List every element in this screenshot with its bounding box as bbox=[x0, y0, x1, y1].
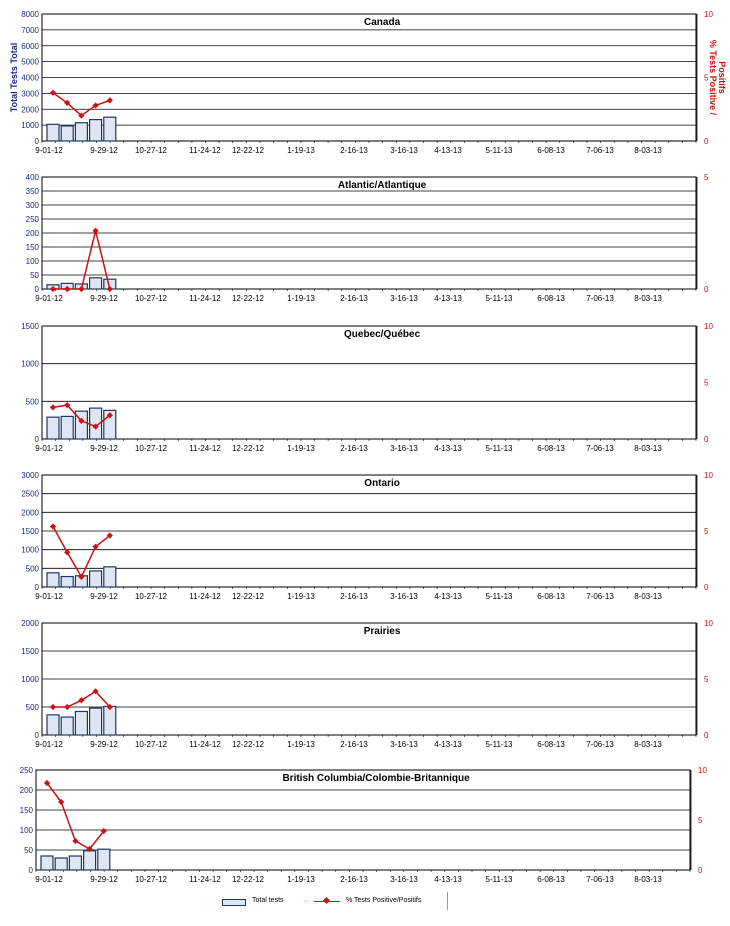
y-tick-label: 1500 bbox=[21, 527, 39, 536]
x-tick-label: 12-22-12 bbox=[231, 146, 265, 155]
x-tick-label: 6-08-13 bbox=[537, 740, 565, 749]
x-tick-label: 1-19-13 bbox=[287, 875, 315, 884]
y-tick-label: 100 bbox=[25, 257, 39, 266]
bar-total-tests bbox=[90, 571, 102, 587]
x-tick-label: 9-29-12 bbox=[90, 146, 118, 155]
x-tick-label: 1-19-13 bbox=[287, 592, 315, 601]
x-tick-label: 5-11-13 bbox=[485, 294, 513, 303]
x-tick-label: 2-16-13 bbox=[340, 592, 368, 601]
y2-tick-label: 5 bbox=[704, 527, 709, 536]
x-tick-label: 12-22-12 bbox=[231, 592, 265, 601]
y-tick-label: 350 bbox=[25, 187, 39, 196]
x-tick-label: 10-27-12 bbox=[134, 592, 168, 601]
x-tick-label: 7-06-13 bbox=[586, 875, 614, 884]
x-tick-label: 12-22-12 bbox=[231, 294, 265, 303]
y2-tick-label: 0 bbox=[704, 285, 709, 294]
x-tick-label: 11-24-12 bbox=[189, 444, 221, 453]
bar-total-tests bbox=[90, 120, 102, 141]
y-tick-label: 4000 bbox=[21, 73, 39, 83]
bar-total-tests bbox=[61, 577, 73, 587]
y-tick-label: 200 bbox=[25, 229, 39, 238]
x-tick-label: 2-16-13 bbox=[340, 875, 368, 884]
bar-total-tests bbox=[90, 708, 102, 735]
y-tick-label: 3000 bbox=[21, 89, 39, 99]
chart-title: Atlantic/Atlantique bbox=[337, 180, 427, 191]
x-tick-label: 9-01-12 bbox=[35, 294, 63, 303]
legend-bar-swatch bbox=[222, 899, 246, 906]
x-tick-label: 2-16-13 bbox=[340, 444, 368, 453]
x-tick-label: 3-16-13 bbox=[390, 146, 418, 155]
y-tick-label: 500 bbox=[25, 564, 39, 574]
plot-area bbox=[42, 326, 696, 439]
x-tick-label: 3-16-13 bbox=[390, 444, 418, 453]
x-tick-label: 11-24-12 bbox=[189, 875, 221, 884]
bar-total-tests bbox=[69, 856, 81, 870]
x-tick-label: 7-06-13 bbox=[586, 146, 614, 155]
bar-total-tests bbox=[104, 706, 116, 735]
x-tick-label: 9-01-12 bbox=[35, 146, 63, 155]
x-tick-label: 7-06-13 bbox=[586, 444, 614, 453]
x-tick-label: 10-27-12 bbox=[134, 740, 168, 749]
x-tick-label: 1-19-13 bbox=[287, 740, 315, 749]
legend-bar-label: Total tests bbox=[252, 897, 284, 904]
y-tick-label: 2000 bbox=[21, 105, 39, 115]
bar-total-tests bbox=[75, 123, 87, 141]
bar-total-tests bbox=[61, 717, 73, 735]
chart-title: Ontario bbox=[364, 478, 400, 489]
x-tick-label: 4-13-13 bbox=[434, 740, 462, 749]
y-tick-label: 1000 bbox=[21, 545, 39, 555]
bar-total-tests bbox=[55, 858, 67, 870]
y2-tick-label: 5 bbox=[704, 73, 709, 83]
x-tick-label: 2-16-13 bbox=[340, 146, 368, 155]
y-tick-label: 1000 bbox=[21, 675, 39, 684]
legend-separator bbox=[447, 892, 448, 910]
x-tick-label: 10-27-12 bbox=[134, 294, 168, 303]
x-tick-label: 8-03-13 bbox=[634, 592, 662, 601]
bar-total-tests bbox=[61, 126, 73, 141]
y2-tick-label: 0 bbox=[704, 435, 709, 444]
x-tick-label: 2-16-13 bbox=[340, 294, 368, 303]
x-tick-label: 6-08-13 bbox=[537, 294, 565, 303]
x-tick-label: 6-08-13 bbox=[537, 146, 565, 155]
x-tick-label: 9-01-12 bbox=[35, 875, 63, 884]
chart-panel-4 bbox=[21, 619, 713, 749]
y-tick-label: 250 bbox=[25, 215, 39, 224]
x-tick-label: 10-27-12 bbox=[134, 875, 168, 884]
y-tick-label: 250 bbox=[19, 766, 33, 775]
chart-panel-2 bbox=[21, 322, 713, 453]
y-tick-label: 7000 bbox=[21, 25, 39, 35]
bar-total-tests bbox=[47, 417, 59, 439]
y2-tick-label: 0 bbox=[704, 583, 709, 592]
x-tick-label: 3-16-13 bbox=[390, 740, 418, 749]
x-tick-label: 9-29-12 bbox=[90, 294, 118, 303]
x-tick-label: 1-19-13 bbox=[287, 146, 315, 155]
y-tick-label: 0 bbox=[34, 435, 39, 444]
y2-tick-label: 0 bbox=[704, 137, 709, 146]
x-tick-label: 11-24-12 bbox=[189, 146, 221, 155]
y2-tick-label: 10 bbox=[704, 471, 713, 480]
x-tick-label: 1-19-13 bbox=[287, 444, 315, 453]
y2-tick-label: 5 bbox=[704, 378, 709, 388]
bar-total-tests bbox=[84, 851, 96, 870]
y2-axis-title: % Tests Positive / bbox=[708, 39, 718, 116]
y-tick-label: 1000 bbox=[21, 359, 39, 369]
x-tick-label: 5-11-13 bbox=[485, 146, 513, 155]
x-tick-label: 3-16-13 bbox=[390, 592, 418, 601]
y-tick-label: 6000 bbox=[21, 41, 39, 51]
y-tick-label: 3000 bbox=[21, 471, 39, 480]
x-tick-label: 12-22-12 bbox=[231, 875, 265, 884]
y-tick-label: 50 bbox=[24, 846, 33, 855]
x-tick-label: 4-13-13 bbox=[434, 875, 462, 884]
chart-panel-5 bbox=[20, 766, 708, 884]
x-tick-label: 8-03-13 bbox=[634, 875, 662, 884]
y-tick-label: 8000 bbox=[21, 10, 39, 19]
y2-tick-label: 10 bbox=[704, 619, 713, 628]
x-tick-label: 9-29-12 bbox=[90, 592, 118, 601]
x-tick-label: 4-13-13 bbox=[434, 146, 462, 155]
bar-total-tests bbox=[61, 416, 73, 439]
chart-panel-3 bbox=[21, 471, 713, 601]
x-tick-label: 2-16-13 bbox=[340, 740, 368, 749]
x-tick-label: 5-11-13 bbox=[485, 875, 513, 884]
legend-line-label: % Tests Positive/Positifs bbox=[346, 897, 422, 904]
x-tick-label: 10-27-12 bbox=[134, 444, 168, 453]
bar-total-tests bbox=[47, 124, 59, 141]
chart-panel-1 bbox=[26, 173, 709, 303]
y-tick-label: 0 bbox=[34, 137, 39, 146]
x-tick-label: 9-29-12 bbox=[90, 875, 118, 884]
y2-tick-label: 5 bbox=[704, 173, 709, 182]
y-tick-label: 5000 bbox=[21, 57, 39, 67]
bar-total-tests bbox=[98, 849, 110, 870]
y-tick-label: 500 bbox=[25, 703, 39, 712]
x-tick-label: 8-03-13 bbox=[634, 740, 662, 749]
chart-title: Canada bbox=[364, 17, 401, 28]
y-tick-label: 1000 bbox=[21, 121, 39, 131]
x-tick-label: 3-16-13 bbox=[390, 294, 418, 303]
x-tick-label: 5-11-13 bbox=[485, 740, 513, 749]
x-tick-label: 7-06-13 bbox=[586, 740, 614, 749]
y-tick-label: 150 bbox=[25, 243, 39, 252]
chart-panel-0 bbox=[9, 10, 727, 155]
x-tick-label: 8-03-13 bbox=[634, 146, 662, 155]
y2-tick-label: 10 bbox=[704, 10, 713, 19]
y-tick-label: 200 bbox=[19, 786, 33, 795]
x-tick-label: 3-16-13 bbox=[390, 875, 418, 884]
legend-line-marker bbox=[323, 897, 330, 904]
x-tick-label: 9-29-12 bbox=[90, 740, 118, 749]
x-tick-label: 1-19-13 bbox=[287, 294, 315, 303]
y2-tick-label: 0 bbox=[698, 866, 703, 875]
legend bbox=[222, 896, 462, 912]
y-tick-label: 400 bbox=[25, 173, 39, 182]
y-tick-label: 1500 bbox=[21, 322, 39, 331]
x-tick-label: 9-01-12 bbox=[35, 592, 63, 601]
y-tick-label: 0 bbox=[34, 583, 39, 592]
y-tick-label: 1500 bbox=[21, 647, 39, 656]
y-tick-label: 50 bbox=[30, 271, 39, 280]
x-tick-label: 11-24-12 bbox=[189, 740, 221, 749]
y-axis-title: Total Tests Total bbox=[9, 42, 19, 113]
bar-total-tests bbox=[47, 715, 59, 735]
y2-tick-label: 5 bbox=[704, 675, 709, 684]
chart-title: Prairies bbox=[363, 626, 401, 637]
y-tick-label: 0 bbox=[28, 866, 33, 875]
y-tick-label: 0 bbox=[34, 731, 39, 740]
x-tick-label: 6-08-13 bbox=[537, 444, 565, 453]
bar-total-tests bbox=[104, 567, 116, 587]
y2-tick-label: 0 bbox=[704, 731, 709, 740]
x-tick-label: 12-22-12 bbox=[231, 444, 265, 453]
plot-area bbox=[36, 770, 690, 870]
y-tick-label: 100 bbox=[19, 826, 33, 835]
x-tick-label: 6-08-13 bbox=[537, 592, 565, 601]
x-tick-label: 11-24-12 bbox=[189, 592, 221, 601]
x-tick-label: 7-06-13 bbox=[586, 592, 614, 601]
bar-total-tests bbox=[41, 856, 53, 870]
x-tick-label: 11-24-12 bbox=[189, 294, 221, 303]
x-tick-label: 9-01-12 bbox=[35, 444, 63, 453]
x-tick-label: 4-13-13 bbox=[434, 444, 462, 453]
x-tick-label: 5-11-13 bbox=[485, 592, 513, 601]
y-tick-label: 150 bbox=[19, 806, 33, 815]
y-tick-label: 2000 bbox=[21, 508, 39, 518]
chart-title: British Columbia/Colombie-Britannique bbox=[282, 773, 470, 784]
y-tick-label: 2000 bbox=[21, 619, 39, 628]
x-tick-label: 9-29-12 bbox=[90, 444, 118, 453]
x-tick-label: 6-08-13 bbox=[537, 875, 565, 884]
x-tick-label: 4-13-13 bbox=[434, 592, 462, 601]
y2-tick-label: 10 bbox=[704, 322, 713, 331]
x-tick-label: 8-03-13 bbox=[634, 294, 662, 303]
y-tick-label: 2500 bbox=[21, 489, 39, 499]
x-tick-label: 7-06-13 bbox=[586, 294, 614, 303]
bar-total-tests bbox=[90, 278, 102, 289]
y2-tick-label: 5 bbox=[698, 816, 703, 825]
y2-axis-title-line2: Positifs bbox=[717, 61, 727, 94]
x-tick-label: 9-01-12 bbox=[35, 740, 63, 749]
y2-tick-label: 10 bbox=[698, 766, 707, 775]
bar-total-tests bbox=[47, 573, 59, 587]
x-tick-label: 4-13-13 bbox=[434, 294, 462, 303]
chart-title: Quebec/Québec bbox=[344, 329, 421, 340]
x-tick-label: 8-03-13 bbox=[634, 444, 662, 453]
x-tick-label: 12-22-12 bbox=[231, 740, 265, 749]
x-tick-label: 10-27-12 bbox=[134, 146, 168, 155]
y-tick-label: 500 bbox=[25, 397, 39, 407]
x-tick-label: 5-11-13 bbox=[485, 444, 513, 453]
bar-total-tests bbox=[104, 117, 116, 141]
bar-total-tests bbox=[75, 711, 87, 735]
y-tick-label: 0 bbox=[34, 285, 39, 294]
y-tick-label: 300 bbox=[25, 201, 39, 210]
